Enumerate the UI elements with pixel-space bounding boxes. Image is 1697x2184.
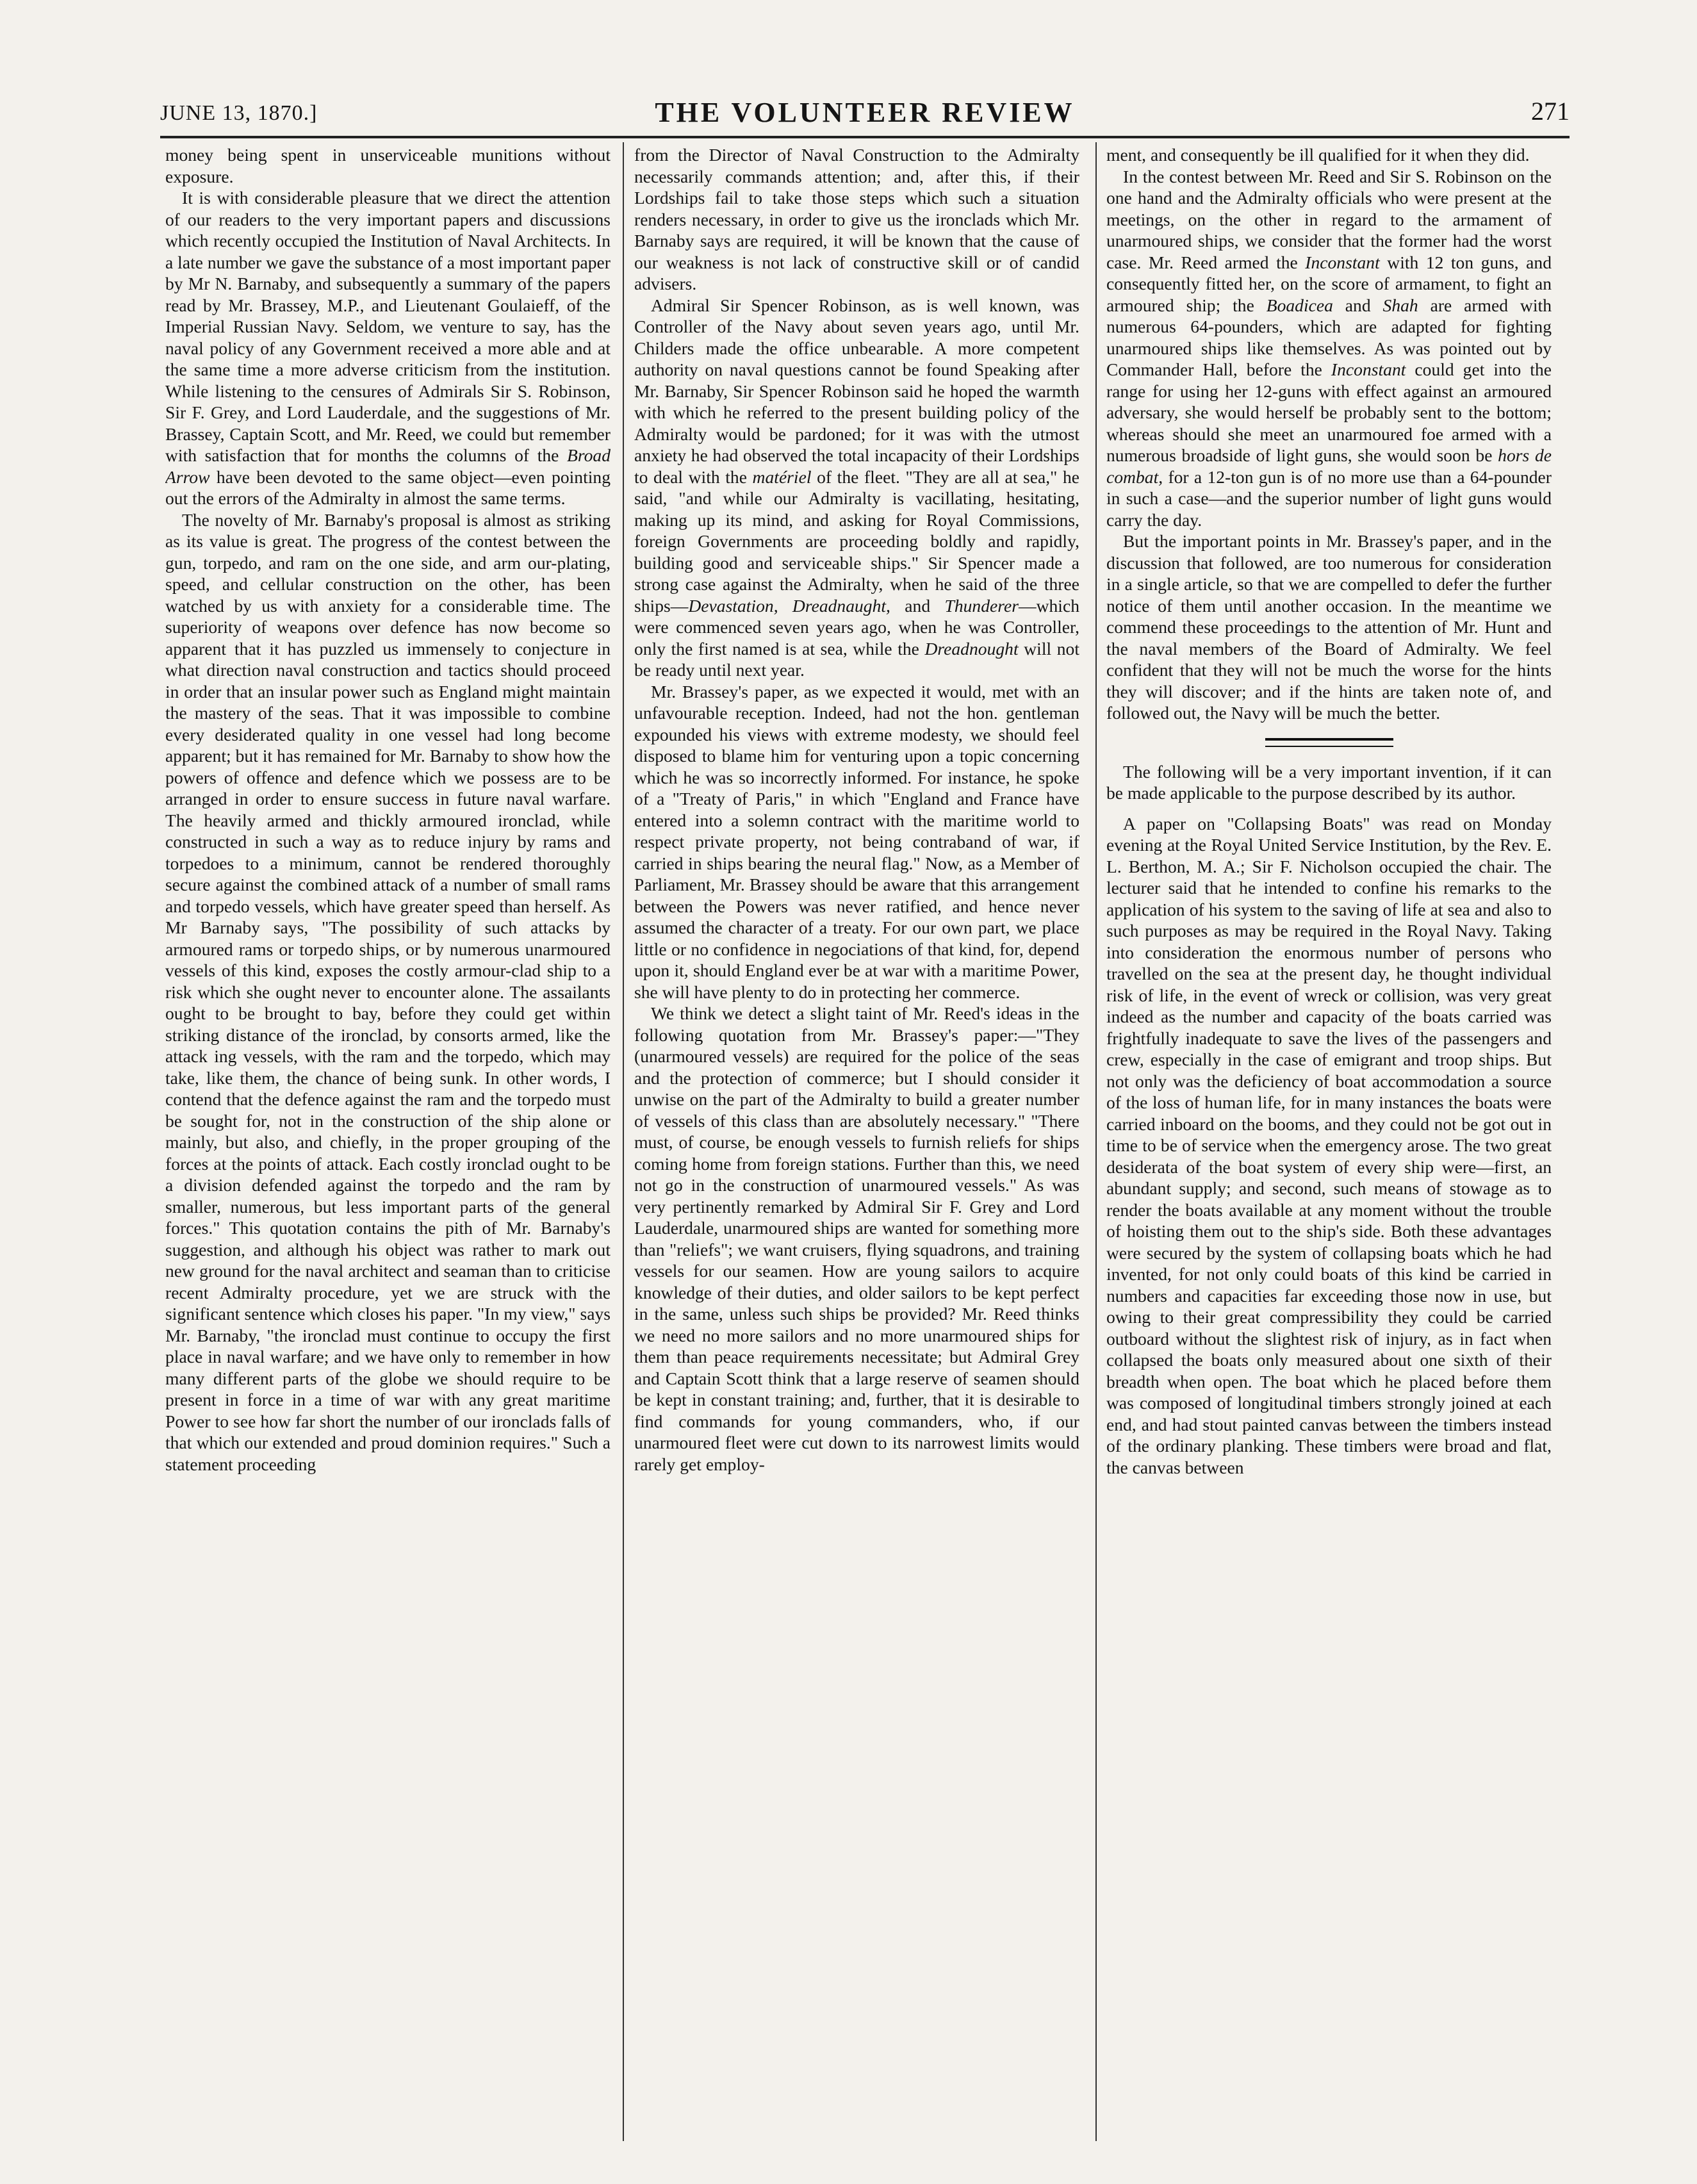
paragraph bbox=[634, 295, 1079, 681]
column-1 bbox=[165, 144, 611, 2143]
paragraph: A paper on "Collapsing Boats" was read on Monday evening at the Royal United Service Institution, by the Rev. E. L. Berthon, M. A.; Sir F. Nicholson occupied the chair. The lecturer said that he intended to confine his remarks to the application of his system to the saving of life at sea and also to such purposes as may be required in the Royal Navy. Taking into consideration the enormous number of persons who travelled on the sea at the present day, he thought individual risk of life, in the event of wreck or collision, was very great indeed as the number and capacity of the boats carried was frightfully inadequate to save the lives of the passengers and crew, especially in the case of emigrant and troop ships. But not only was the deficiency of boat accommodation a source of the loss of human life, for in many instances the boats were carried inboard on the booms, and they could not be got out in time to be of service when the emergency arose. The two great desiderata of the boat system of every ship were—first, an abundant supply; and second, such means of stowage as to render the boats available at any moment without the trouble of hoisting them out to the ship's side. Both these advantages were secured by the system of collapsing boats which he had invented, for not only could boats of this kind be carried in numbers and capacities far exceeding those now in use, but owing to their great compressibility they could be carried outboard without the slightest risk of injury, as in fact when collapsed the boats only measured about one sixth of their breadth when open. The boat which he placed before them was composed of longitudinal timbers strongly joined at each end, and had stout painted canvas between the timbers instead of the ordinary planking. These timbers were broad and flat, the canvas between bbox=[1106, 813, 1552, 1477]
italic-ship-name: Thunderer bbox=[944, 595, 1019, 616]
text-run: and bbox=[890, 595, 945, 616]
italic-ship-names: Devastation, Dreadnaught, bbox=[688, 595, 890, 616]
text-run: In the contest between Mr. Reed and Sir S. Robinson on the one hand and the Admiralty officials who were present at the meetings, on the other in regard to the armament of unarmoured ships, we consider that the former had the worst case. Mr. Reed armed the bbox=[1106, 166, 1552, 272]
text-run: Admiral Sir Spencer Robinson, as is well known, was Controller of the Navy about seven years ago, until Mr. Childers made the office unbearable. A more competent authority on naval questions cannot be found Speaking after Mr. Barnaby, Sir Spencer Robinson said he hoped the warmth with which he referred to the present building policy of the Admiralty would be pardoned; for it was with the utmost anxiety he had observed the total incapacity of their Lordships to deal with the bbox=[634, 295, 1079, 487]
italic-ship-name: Shah bbox=[1382, 295, 1418, 315]
paragraph: money being spent in unserviceable munitions without exposure. bbox=[165, 145, 611, 186]
text-run: with 12 ton guns, and consequently fitted her, on the score of armament, to fight an armoured ship; the bbox=[1106, 252, 1552, 315]
column-divider-2 bbox=[1095, 142, 1097, 2141]
text-run: could get into the range for using her 12-guns with effect against an armoured adversary, she would herself be probably sent to the bottom; whereas should she meet an unarmoured foe armed with a numerous broadside of light guns, she would soon be bbox=[1106, 359, 1552, 465]
italic-ship-name: Dreadnought bbox=[924, 638, 1019, 659]
column-3 bbox=[1106, 144, 1552, 2143]
masthead-title: THE VOLUNTEER REVIEW bbox=[655, 97, 1075, 128]
paragraph: The following will be a very important invention, if it can be made applicable to the purpose described by its author. bbox=[1106, 761, 1552, 803]
italic-term: matériel bbox=[752, 466, 812, 487]
text-run: for a 12-ton gun is of no more use than a 64-pounder in such a case—and the superior number of light guns would carry the day. bbox=[1106, 466, 1552, 530]
header-rule bbox=[160, 136, 1570, 138]
text-run: are armed with numerous 64-pounders, which are adapted for fighting unarmoured ships like themselves. As was pointed out by Commander Hall, before the bbox=[1106, 295, 1552, 379]
italic-phrase: hors de combat, bbox=[1106, 445, 1552, 487]
text-run: have been devoted to the same object—even pointing out the errors of the Admiralty in almost the same terms. bbox=[165, 466, 611, 508]
spacer bbox=[1106, 804, 1552, 813]
italic-ship-name: Inconstant bbox=[1331, 359, 1406, 379]
paragraph: from the Director of Naval Construction to the Admiralty necessarily commands attention; and, after this, if their Lordships fail to take those steps which such a situation renders necessary, in order to give us the ironclads which Mr. Barnaby says are required, it will be known that the cause of our weakness is not lack of constructive skill or of candid advisers. bbox=[634, 145, 1079, 293]
text-run: and bbox=[1332, 295, 1383, 315]
paragraph: The novelty of Mr. Barnaby's proposal is almost as striking as its value is great. The progress of the contest between the gun, torpedo, and ram on the one side, and arm our-plating, speed, and cellular construction on the other, has been watched by us with anxiety for a considerable time. The superiority of weapons over defence has now become so apparent that it has puzzled us immensely to conjecture in what direction naval construction and tactics should proceed in order that an insular power such as England might maintain the mastery of the seas. That it was impossible to combine every desiderated quality in one vessel had long become apparent; but it has remained for Mr. Barnaby to show how the powers of offence and defence which we possess are to be arranged in order to ensure success in future naval warfare. The heavily armed and thickly armoured ironclad, while constructed in such a way as to reduce injury by rams and torpedoes to a minimum, cannot be rendered thoroughly secure against the combined attack of a number of small rams and torpedo vessels, which have greater speed than herself. As Mr Barnaby says, "The possibility of such attacks by armoured rams or torpedo ships, or by numerous unarmoured vessels of this kind, exposes the costly armour-clad ship to a risk which she ought never to encounter alone. The assailants ought to be brought to bay, before they could get within striking distance of the ironclad, by consorts armed, like the attack ing vessels, with the ram and the torpedo, which may take, like them, the chance of being sunk. In other words, I contend that the defence against the ram and the torpedo must be sought for, not in the construction of the ship alone or mainly, but also, and chiefly, in the proper grouping of the forces at the points of attack. Each costly ironclad ought to be a division defended against the torpedo and the ram by smaller, numerous, but less important parts of the general forces." This quotation contains the pith of Mr. Barnaby's suggestion, and although his object was rather to mark out new ground for the naval architect and seaman than to criticise recent Admiralty procedure, yet we are struck with the significant sentence which closes his paper. "In my view," says Mr. Barnaby, "the ironclad must continue to occupy the first place in naval warfare; and we have only to remember in how many different parts of the globe we should require to be present in force in a time of war with any great maritime Power to see how far short the number of our ironclads falls of that which our extended and proud dominion requires." Such a statement proceeding bbox=[165, 509, 611, 1474]
paragraph: We think we detect a slight taint of Mr. Reed's ideas in the following quotation from Mr. Brassey's paper:—"They (unarmoured vessels) are required for the police of the seas and the protection of commerce; but I should consider it unwise on the part of the Admiralty to build a greater number of vessels of this class than are absolutely necessary." "There must, of course, be enough vessels to furnish reliefs for ships coming home from foreign stations. Further than this, we need not go in the construction of unarmoured vessels." As was very pertinently remarked by Admiral Sir F. Grey and Lord Lauderdale, unarmoured ships are wanted for something more than "reliefs"; we want cruisers, flying squadrons, and training vessels for our seamen. How are young sailors to acquire knowledge of their duties, and older sailors to be kept perfect in the same, unless such ships be provided? Mr. Reed thinks we need no more sailors and no more unarmoured ships for them than peace requirements necessitate; but Admiral Grey and Captain Scott think that a large reserve of seamen should be kept in constant training; and, further, that it is desirable to find commands for young commanders, who, if our unarmoured fleet were cut down to its narrowest limits would rarely get employ- bbox=[634, 1003, 1079, 1474]
paragraph: ment, and consequently be ill qualified for it when they did. bbox=[1106, 145, 1530, 165]
text-run: —which were commenced seven years ago, when he was Controller, only the first named is at sea, while the bbox=[634, 595, 1079, 659]
italic-ship-name: Boadicea bbox=[1266, 295, 1333, 315]
section-divider bbox=[1265, 738, 1393, 747]
text-run: It is with considerable pleasure that we direct the attention of our readers to the very important papers and discussions which recently occupied the Institution of Naval Architects. In a late number we gave the substance of a most important paper by Mr N. Barnaby, and subsequently a summary of the papers read by Mr. Brassey, M.P., and Lieutenant Goulaieff, of the Imperial Russian Navy. Seldom, we venture to say, has the naval policy of any Government received a more able and at the same time a more adverse criticism from the institution. While listening to the censures of Admirals Sir S. Robinson, Sir F. Grey, and Lord Lauderdale, and the suggestions of Mr. Brassey, Captain Scott, and Mr. Reed, we could but remember with satisfaction that for months the columns of the bbox=[165, 188, 611, 465]
page-header bbox=[160, 96, 1570, 141]
header-date: JUNE 13, 1870.] bbox=[160, 101, 318, 125]
text-run: will not be ready until next year. bbox=[634, 638, 1079, 680]
italic-title: Broad Arrow bbox=[165, 445, 611, 487]
paragraph: But the important points in Mr. Brassey's paper, and in the discussion that followed, are too numerous for consideration in a single article, so that we are compelled to defer the further notice of them until another occasion. In the meantime we commend these proceedings to the attention of Mr. Hunt and the naval members of the Board of Admiralty. We feel confident that they will not be much the worse for the hints they will discover; and if the hints are taken note of, and followed out, the Navy will be much the better. bbox=[1106, 531, 1552, 723]
text-run: of the fleet. "They are all at sea," he said, "and while our Admiralty is vacillating, hesitating, making up its mind, and asking for Royal Commissions, foreign Governments are proceeding boldly and rapidly, building good and serviceable ships." Sir Spencer made a strong case against the Admiralty, when he said of the three ships— bbox=[634, 466, 1079, 616]
column-divider-1 bbox=[623, 142, 624, 2141]
column-2 bbox=[634, 144, 1079, 2143]
page-number: 271 bbox=[1531, 97, 1570, 126]
paragraph bbox=[165, 187, 611, 509]
paragraph: Mr. Brassey's paper, as we expected it would, met with an unfavourable reception. Indeed, had not the hon. gentleman expounded his views with extreme modesty, we should feel disposed to blame him for venturing upon a topic concerning which he was so incorrectly informed. For instance, he spoke of a "Treaty of Paris," in which "England and France have entered into a solemn contract with the maritime world to respect private property, not being contraband of war, if carried in ships bearing the neural flag." Now, as a Member of Parliament, Mr. Brassey should be aware that this arrangement between the Powers was never ratified, and hence never assumed the character of a treaty. For our own part, we place little or no confidence in negociations of that kind, for, depend upon it, should England ever be at war with a maritime Power, she will have plenty to do in protecting her commerce. bbox=[634, 681, 1079, 1002]
italic-ship-name: Inconstant bbox=[1305, 252, 1380, 272]
paragraph bbox=[1106, 166, 1552, 531]
